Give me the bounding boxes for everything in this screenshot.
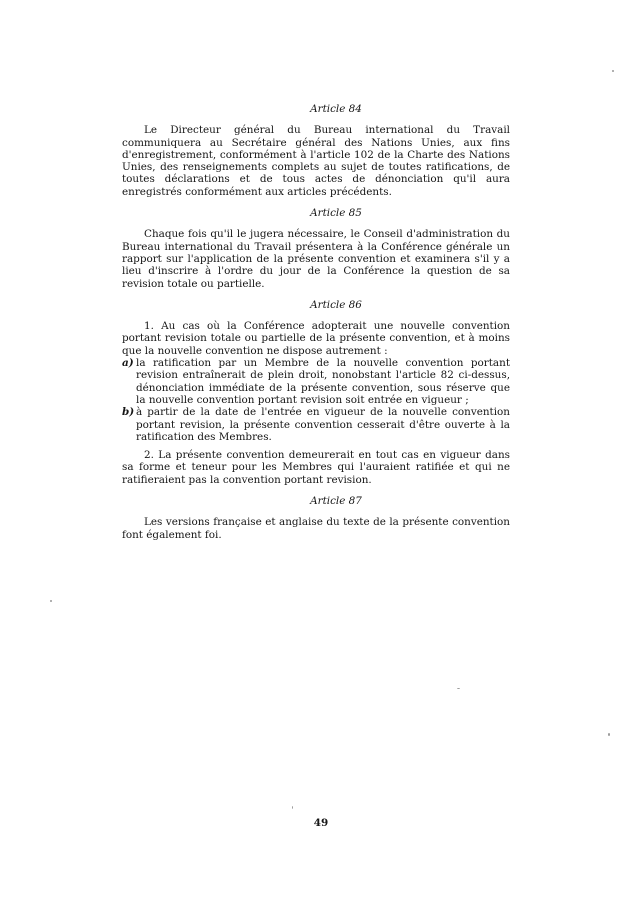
scan-speck — [292, 806, 293, 809]
article-87 — [122, 495, 510, 541]
article-heading: Article 87 — [310, 495, 362, 508]
article-paragraph: Le Directeur général du Bureau international du Travail communiquera au Secrétaire général des Nations Unies, aux fins d'enregistrement, conformément à l'article 102 de la Charte des Nations Unies, des renseignements complets au sujet de toutes ratifications, de toutes déclarations et de tous actes de dénonciation qu'il aura enregistrés conformément aux articles précédents. — [122, 124, 510, 198]
list-item-marker: b) — [122, 406, 135, 419]
scan-speck — [612, 70, 614, 72]
article-paragraph: Les versions française et anglaise du texte de la présente convention font également foi. — [122, 516, 510, 541]
document-body — [122, 103, 510, 550]
list-item-marker: a) — [122, 357, 134, 370]
list-item — [122, 357, 510, 406]
scan-speck — [608, 733, 610, 736]
article-intro-paragraph: 1. Au cas où la Conférence adopterait une nouvelle convention portant revision totale ou partielle de la présente convention, et à moins que la nouvelle convention ne dispose autrement : — [122, 320, 510, 357]
list-item-text: à partir de la date de l'entrée en vigueur de la nouvelle convention portant revision, la présente convention cesserait d'être ouverte à la ratification des Membres. — [136, 406, 510, 443]
list-item — [122, 406, 510, 443]
page-number: 49 — [313, 817, 329, 829]
article-closing-paragraph: 2. La présente convention demeurerait en tout cas en vigueur dans sa forme et teneur pour les Membres qui l'auraient ratifiée et qui ne ratifieraient pas la convention portant revision. — [122, 449, 510, 486]
article-paragraph: Chaque fois qu'il le jugera nécessaire, le Conseil d'administration du Bureau international du Travail présentera à la Conférence générale un rapport sur l'application de la présente convention et examinera s'il y a lieu d'inscrire à l'ordre du jour de la Conférence la question de sa revision totale ou partielle. — [122, 228, 510, 290]
article-85 — [122, 207, 510, 290]
list-item-text: la ratification par un Membre de la nouvelle convention portant revision entraînerait de plein droit, nonobstant l'article 82 ci-dessus, dénonciation immédiate de la présente convention, sous réserve que la nouvelle convention portant revision soit entrée en vigueur ; — [136, 357, 510, 406]
article-86 — [122, 299, 510, 486]
article-heading: Article 86 — [310, 298, 362, 311]
article-heading: Article 85 — [310, 207, 362, 220]
scan-speck — [457, 688, 460, 689]
article-heading: Article 84 — [310, 103, 362, 115]
article-item-list — [122, 357, 510, 443]
article-84 — [122, 103, 510, 198]
scan-speck — [50, 600, 52, 602]
